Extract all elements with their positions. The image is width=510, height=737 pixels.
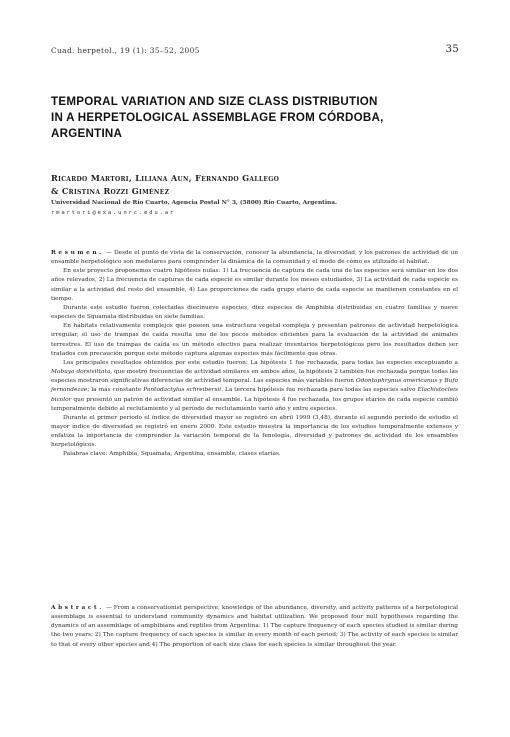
- species-name: Elachistocleis bicolor: [51, 387, 458, 403]
- resumen-paragraph-6: Durante el primer período el índice de diversidad mayor se registró en abril 1999 (3,48), durante el segundo período de estudio el mayor índice de diversidad se registró en enero 2000. Este estudio muestra la importancia de los estudios temporalmente extensos y enfatiza la importancia de comprender la variación temporal de la fenología, diversidad y patrones de actividad de los ensambles herpetológicos.: [51, 414, 458, 449]
- species-name: Pantodactylus schreibersii: [143, 387, 222, 394]
- title-line-1: TEMPORAL VARIATION AND SIZE CLASS DISTRIBUTION: [51, 95, 378, 108]
- title-line-3: ARGENTINA: [51, 127, 123, 140]
- title-line-2: IN A HERPETOLOGICAL ASSEMBLAGE FROM CÓRDOBA,: [51, 111, 384, 124]
- abstract-text-1: — From a conservationist perspective, knowledge of the abundance, diversity, and activity patterns of a herpetological assemblage is essential to understand community dynamics and habitat utilization. We proposed four null hypotheses regarding the dynamics of an assemblage of amphibians and reptiles from Argentina: 1) The capture frequency of each species studied is similar during the two years; 2) The capture frequency of each species is similar in every month of each period; 3) The activity of each species is similar to that of every other species and 4) The proportion of each size class for each species is similar throughout the year.: [51, 605, 459, 648]
- resumen-paragraph-5: [51, 359, 458, 414]
- authors-line-1: Ricardo Martori, Liliana Aun, Fernando Gallego: [51, 173, 280, 183]
- resumen-text-5b: , que mostró frecuencias de actividad similares en ambos años, la hipótesis 2 también fue rechazada porque todas las especies mostraron significativas diferencias de actividad temporal. Las especies más variables fueron: [51, 369, 458, 385]
- resumen-paragraph-3: Durante este estudio fueron colectadas diecinueve especies, diez especies de Amphibia distribuidas en cuatro familias y nueve especies de Squamata distribuidas en siete familias.: [51, 304, 458, 321]
- running-header: [51, 46, 459, 58]
- resumen-text-5f: que presentó un patrón de actividad similar al ensamble. La hipótesis 4 fue rechazada, los grupos etarios de cada especie cambió temporalmente debido al reclutamiento y al período de reclutamiento varió año y entre especies.: [51, 396, 458, 412]
- species-name: Mabuya dorsivittata: [51, 369, 111, 376]
- affiliation: [51, 199, 471, 218]
- resumen-text-5a: Los principales resultados obtenidos por este estudio fueron: La hipótesis 1 fue rechazada, para todas las especies exceptuando a: [63, 359, 458, 366]
- resumen-text-1: — Desde el punto de vista de la conservación, conocer la abundancia, la diversidad, y los patrones de actividad de un ensamble herpetológico son medulares para comprender la dinámica de la comunidad y el modo de cómo es utilizado el hábitat.: [51, 250, 458, 266]
- author-email[interactable]: rmartori@exa.unrc.edu.ar: [51, 209, 176, 216]
- affiliation-address: Universidad Nacional de Río Cuarto, Agencia Postal N° 3, (5800) Río Cuarto, Argentina.: [51, 200, 338, 206]
- article-title: [51, 94, 471, 142]
- journal-citation: Cuad. herpetol., 19 (1): 35–52, 2005: [51, 46, 200, 55]
- authors-line-2: & Cristina Rozzi Giménez: [51, 186, 170, 196]
- resumen-text-5c: y: [437, 378, 445, 385]
- author-list: [51, 172, 471, 198]
- species-name: Bufo fernandezae: [51, 378, 459, 394]
- resumen-paragraph-4: En hábitats relativamente complejos que poseen una estructura vegetal compleja y presentan patrones de actividad herpetológica irregular, el uso de trampas de caída resulta uno de los pocos métodos eficientes para la evaluación de la actividad de animales terrestres. El uso de trampas de caída es un método efectivo para realizar inventarios herpetológicos pero los resultados deben ser tratados con precaución porque este método captura algunas especies más fácilmente que otras.: [51, 323, 458, 357]
- abstract-paragraph-1: [51, 604, 458, 650]
- resumen-section: [51, 249, 458, 460]
- resumen-paragraph-2: En este proyecto proponemos cuatro hipótesis nulas: 1) La frecuencia de captura de cada una de las especies será similar en los dos años relevados, 2) La frecuencia de capturas de cada especie es similar durante los meses estudiados, 3) La actividad de cada especie es similar a la actividad del resto del ensamble, 4) Las proporciones de cada grupo etario de cada especie se mantienen constantes en el tiempo.: [51, 268, 458, 302]
- resumen-text-5d: ; la más constante: [87, 387, 144, 394]
- abstract-section: [51, 604, 458, 650]
- resumen-heading: Resumen.: [51, 250, 104, 256]
- resumen-paragraph-1: [51, 249, 458, 267]
- abstract-heading: Abstract.: [51, 605, 104, 611]
- species-name: Odontophrynus americanus: [355, 378, 438, 385]
- page-number: 35: [445, 44, 459, 55]
- resumen-text-5e: . La tercera hipótesis fue rechazada para todas las especies salvo: [221, 387, 418, 394]
- resumen-keywords: Palabras clave: Amphibia, Squamata, Argentina, ensamble, clases etarias.: [63, 451, 281, 458]
